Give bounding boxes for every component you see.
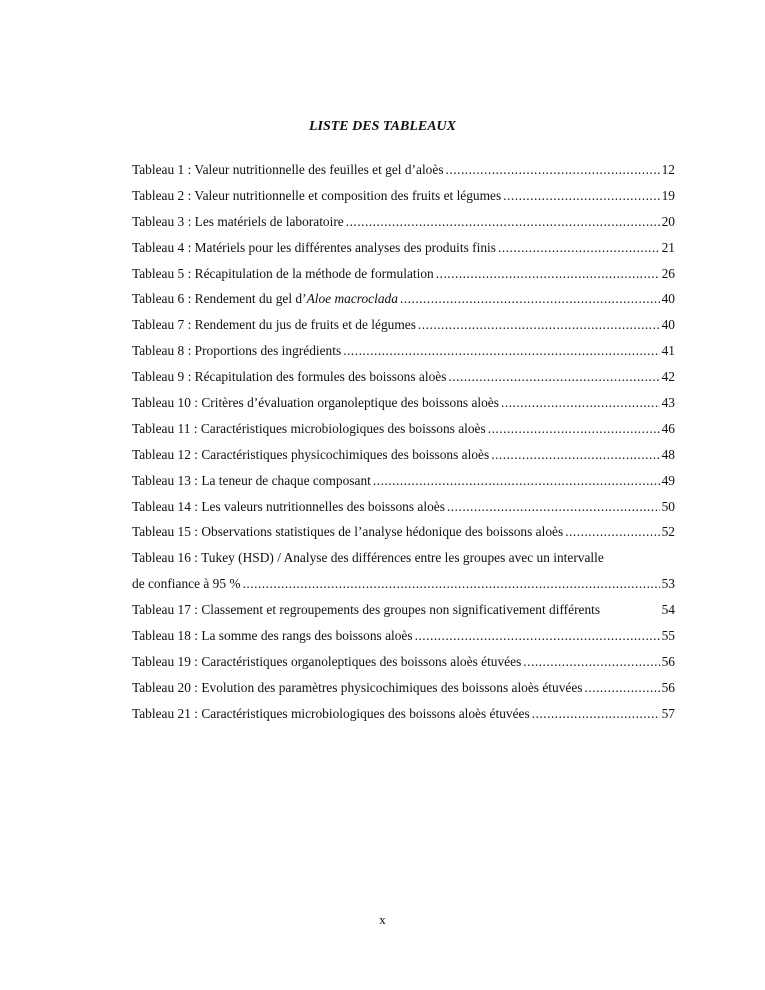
toc-entry [132,499,675,525]
dot-leader [446,162,660,178]
toc-entry [132,317,675,343]
toc-entry-page: 56 [661,653,675,669]
toc-entry-page: 57 [661,705,675,721]
toc-entry [132,473,675,499]
toc-entry-label: Tableau 8 : Proportions des ingrédients [132,343,342,359]
toc-entry-label: Tableau 1 : Valeur nutritionnelle des feuilles et gel d’aloès [132,162,444,177]
toc-entry-label: Tableau 14 : Les valeurs nutritionnelles des boissons aloès [132,498,445,514]
toc-entry [132,395,675,421]
dot-leader [503,188,659,204]
toc-entry-page: 21 [661,239,675,255]
toc-entry-label: Tableau 9 : Récapitulation des formules des boissons aloès [132,369,447,385]
toc-entry-label: Tableau 11 : Caractéristiques microbiologiques des boissons aloès [132,420,486,436]
toc-entry-label: Tableau 17 : Classement et regroupements des groupes non significativement différents [132,602,601,618]
toc-entry-page: 53 [661,576,675,592]
dot-leader [415,628,660,644]
toc-entry-label: Tableau 7 : Rendement du jus de fruits et de légumes [132,317,416,333]
toc-entry-label: Tableau 2 : Valeur nutritionnelle et composition des fruits et légumes [132,187,502,203]
toc-entry [132,162,675,188]
toc-entry [132,188,675,214]
toc-entry-label [132,291,398,307]
toc-entry-page: 40 [661,317,675,333]
dot-leader [448,369,659,385]
toc-entry-page: 19 [661,187,675,203]
toc-entry-page: 48 [661,446,675,462]
toc-entry [132,628,675,654]
toc-entry-page: 43 [661,395,675,411]
toc-entry-page: 20 [661,213,675,229]
table-of-tables [132,162,675,732]
toc-entry-page: 56 [661,679,675,695]
dot-leader [346,214,660,230]
dot-leader [585,680,660,696]
toc-entry [132,706,675,732]
species-name: Aloe macroclada [306,291,398,307]
toc-entry-label: Tableau 12 : Caractéristiques physicochimiques des boissons aloès [132,446,490,462]
toc-entry-page: 26 [661,265,675,281]
toc-entry [132,421,675,447]
dot-leader [243,576,660,592]
dot-leader [565,524,659,540]
footer-page-number: x [379,912,386,927]
toc-entry-page: 49 [661,472,675,488]
dot-leader [532,706,660,722]
page-title: LISTE DES TABLEAUX [308,119,457,134]
toc-entry-label: Tableau 10 : Critères d’évaluation organoleptique des boissons aloès [132,395,499,411]
toc-entry-page: 46 [661,420,675,436]
toc-entry-label-line2: de confiance à 95 % [132,576,241,592]
toc-entry-page: 41 [661,343,675,359]
toc-entry-label: Tableau 18 : La somme des rangs des boissons aloès [132,628,413,644]
toc-entry-line2 [132,576,675,602]
toc-entry-label: Tableau 15 : Observations statistiques de l’analyse hédonique des boissons aloès [132,524,564,540]
toc-entry-page: 42 [661,369,675,385]
toc-entry-label: Tableau 4 : Matériels pour les différentes analyses des produits finis [132,239,496,255]
dot-leader [523,654,659,670]
dot-leader [501,395,660,411]
dot-leader [343,343,659,359]
toc-entry [132,291,675,317]
toc-entry-label: Tableau 13 : La teneur de chaque composant [132,472,371,488]
toc-entry [132,343,675,369]
toc-entry-label: Tableau 19 : Caractéristiques organoleptiques des boissons aloès étuvées [132,653,522,669]
toc-entry [132,550,675,602]
toc-entry-label: Tableau 5 : Récapitulation de la méthode de formulation [132,265,434,281]
dot-leader [498,240,660,256]
dot-leader [436,266,660,282]
dot-leader [373,473,660,489]
dot-leader [491,447,659,463]
toc-entry [132,240,675,266]
toc-entry [132,602,675,628]
dot-leader [418,317,660,333]
dot-leader [488,421,660,437]
toc-entry [132,266,675,292]
toc-entry-page: 50 [661,498,675,514]
toc-entry [132,214,675,240]
toc-entry-label: Tableau 3 : Les matériels de laboratoire [132,213,344,229]
toc-entry-label-prefix: Tableau 6 : Rendement du gel d’ [132,291,307,307]
toc-entry [132,447,675,473]
toc-entry-page: 54 [661,602,675,618]
toc-entry [132,654,675,680]
toc-entry-page: 40 [661,291,675,307]
toc-entry [132,369,675,395]
toc-entry-page: 55 [661,628,675,644]
toc-entry-label: Tableau 21 : Caractéristiques microbiologiques des boissons aloès étuvées [132,705,530,721]
toc-entry [132,680,675,706]
toc-entry-page: 52 [661,524,675,540]
toc-entry-label: Tableau 20 : Evolution des paramètres physicochimiques des boissons aloès étuvées [132,679,583,695]
toc-entry-label-line1: Tableau 16 : Tukey (HSD) / Analyse des différences entre les groupes avec un intervalle [132,550,604,566]
toc-entry-page: 12 [661,162,675,177]
dot-leader [447,499,660,515]
toc-entry [132,524,675,550]
dot-leader [400,291,660,307]
